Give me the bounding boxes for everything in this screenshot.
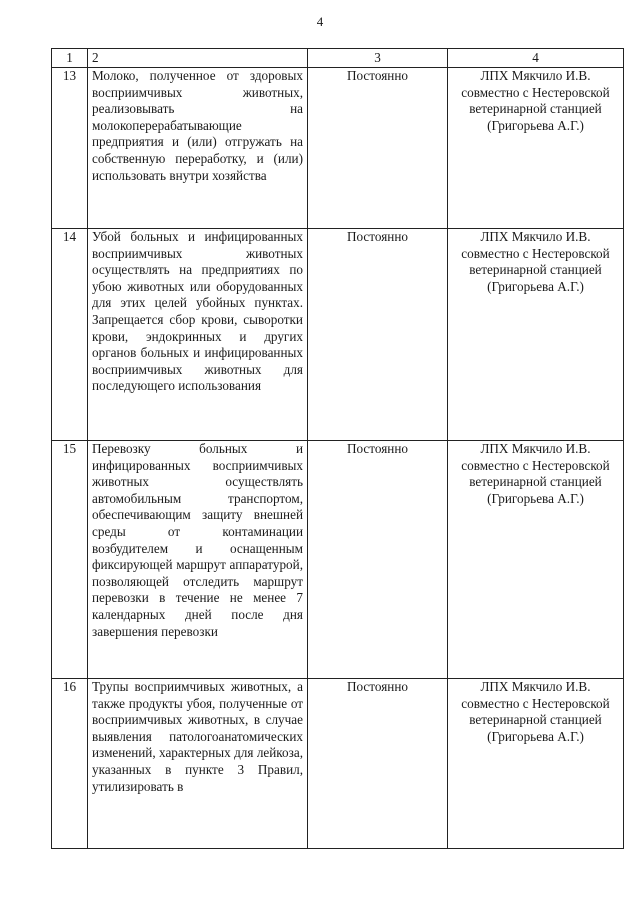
- row-number: 16: [52, 679, 88, 849]
- row-number: 15: [52, 441, 88, 679]
- row-number: 14: [52, 229, 88, 441]
- measure-text: Перевозку больных и инфицированных восприимчивых животных осуществлять автомобильным транспортом, обеспечивающим защиту внешней среды от контаминации возбудителем и оснащенным фиксирующей маршрут аппаратурой, позволяющей отследить маршрут перевозки в течение не менее 7 календарных дней после дня завершения перевозки: [88, 441, 308, 679]
- table-header-row: [52, 49, 624, 68]
- measure-period: Постоянно: [308, 229, 448, 441]
- measure-responsible: ЛПХ Мякчило И.В. совместно с Нестеровской ветеринарной станцией (Григорьева А.Г.): [448, 229, 624, 441]
- row-number: 13: [52, 68, 88, 229]
- header-col-1: 1: [52, 49, 88, 68]
- measures-table: [51, 48, 624, 849]
- measure-period: Постоянно: [308, 68, 448, 229]
- table-row: [52, 68, 624, 229]
- header-col-2: 2: [88, 49, 308, 68]
- measure-period: Постоянно: [308, 679, 448, 849]
- page-number: 4: [316, 14, 324, 29]
- header-col-4: 4: [448, 49, 624, 68]
- measure-text: Трупы восприимчивых животных, а также продукты убоя, полученные от восприимчивых животных, в случае выявления патологоанатомических изменений, характерных для лейкоза, указанных в пункте 3 Правил, утилизировать в: [88, 679, 308, 849]
- table-row: [52, 441, 624, 679]
- table-row: [52, 679, 624, 849]
- measure-responsible: ЛПХ Мякчило И.В. совместно с Нестеровской ветеринарной станцией (Григорьева А.Г.): [448, 679, 624, 849]
- measure-responsible: ЛПХ Мякчило И.В. совместно с Нестеровской ветеринарной станцией (Григорьева А.Г.): [448, 441, 624, 679]
- measure-responsible: ЛПХ Мякчило И.В. совместно с Нестеровской ветеринарной станцией (Григорьева А.Г.): [448, 68, 624, 229]
- table-row: [52, 229, 624, 441]
- measure-text: Молоко, полученное от здоровых восприимчивых животных, реализовывать на молокоперерабатывающие предприятия и (или) отгружать на собственную переработку, и (или) использовать внутри хозяйства: [88, 68, 308, 229]
- header-col-3: 3: [308, 49, 448, 68]
- measure-period: Постоянно: [308, 441, 448, 679]
- measure-text: Убой больных и инфицированных восприимчивых животных осуществлять на предприятиях по убою животных или оборудованных для этих целей убойных пунктах. Запрещается сбор крови, сыворотки крови, эндокринных и других органов больных и инфицированных восприимчивых животных для последующего использования: [88, 229, 308, 441]
